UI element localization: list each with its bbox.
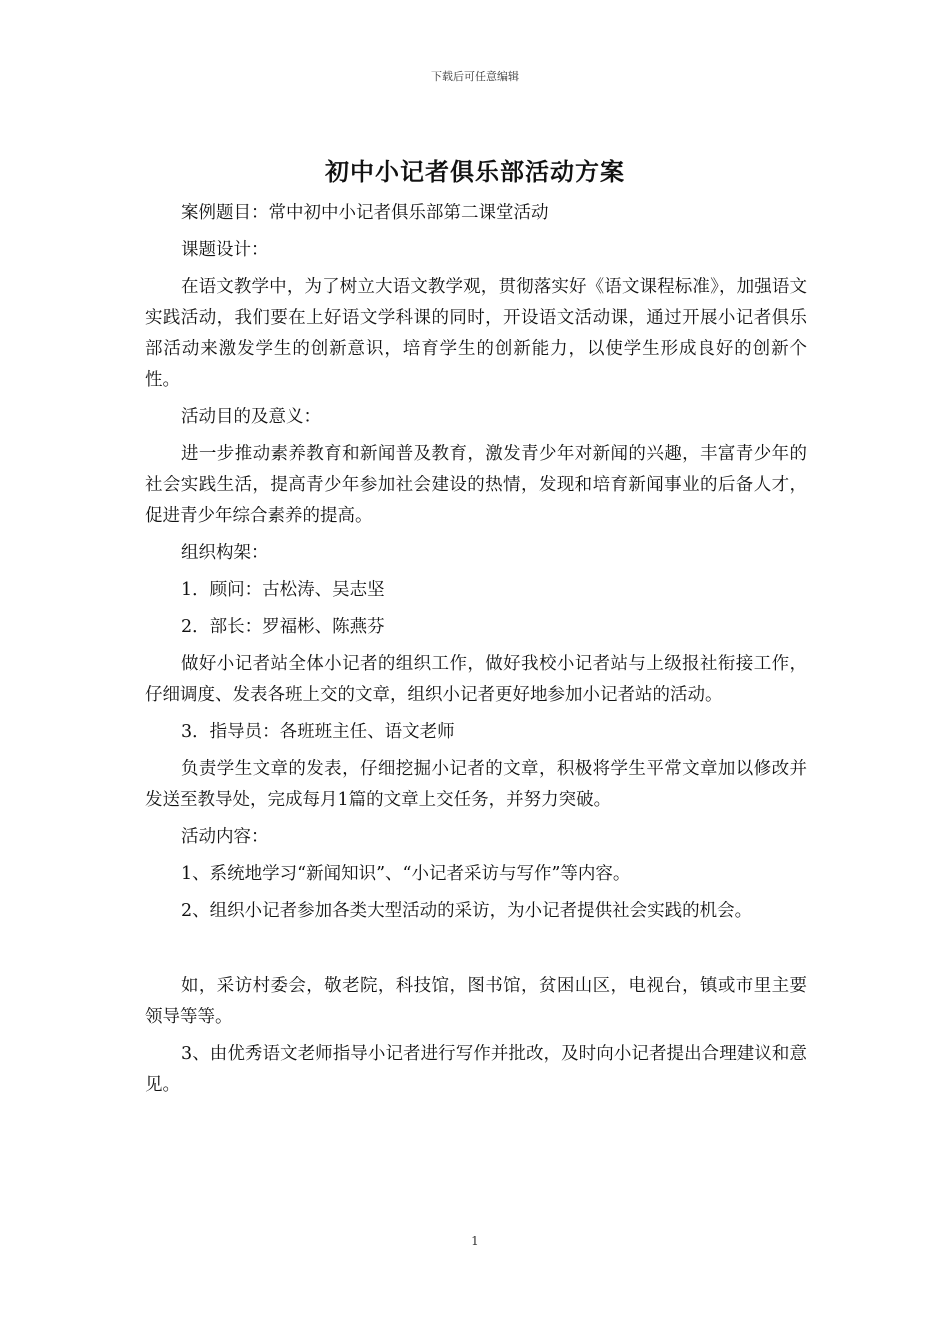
blank-line: [145, 933, 807, 971]
org-item-advisor: 1．顾问：古松涛、吴志坚: [181, 580, 385, 600]
page-number: 1: [471, 1234, 479, 1248]
content-item-2: 2、组织小记者参加各类大型活动的采访，为小记者提供社会实践的机会。: [181, 901, 753, 921]
document-body: [145, 198, 807, 1107]
org-item-minister: 2．部长：罗福彬、陈燕芬: [181, 617, 385, 637]
section-heading-organization: 组织构架：: [181, 543, 269, 563]
section-heading-content: 活动内容：: [181, 827, 269, 847]
content-item-3: 3、由优秀语文老师指导小记者进行写作并批改，及时向小记者提出合理建议和意见。: [145, 1044, 807, 1095]
content-item-1: 1、系统地学习“新闻知识”、“小记者采访与写作”等内容。: [181, 864, 631, 884]
section-heading-purpose: 活动目的及意义：: [181, 407, 321, 427]
instructor-duty-paragraph: 负责学生文章的发表，仔细挖掘小记者的文章，积极将学生平常文章加以修改并发送至教导处，完成每月1篇的文章上交任务，并努力突破。: [145, 759, 807, 810]
section-heading-design: 课题设计：: [181, 240, 269, 260]
content-example-paragraph: 如，采访村委会，敬老院，科技馆，图书馆，贫困山区，电视台，镇或市里主要领导等等。: [145, 976, 807, 1027]
minister-duty-paragraph: 做好小记者站全体小记者的组织工作，做好我校小记者站与上级报社衔接工作，仔细调度、发表各班上交的文章，组织小记者更好地参加小记者站的活动。: [145, 654, 807, 705]
org-item-instructor: 3．指导员：各班班主任、语文老师: [181, 722, 455, 742]
purpose-paragraph: 进一步推动素养教育和新闻普及教育，激发青少年对新闻的兴趣，丰富青少年的社会实践生活，提高青少年参加社会建设的热情，发现和培育新闻事业的后备人才，促进青少年综合素养的提高。: [145, 444, 807, 526]
document-title: 初中小记者俱乐部活动方案: [325, 157, 625, 186]
page-header-note: 下载后可任意编辑: [431, 70, 519, 83]
case-title-paragraph: 案例题目：常中初中小记者俱乐部第二课堂活动: [181, 203, 549, 223]
design-paragraph: 在语文教学中，为了树立大语文教学观，贯彻落实好《语文课程标准》，加强语文实践活动，我们要在上好语文学科课的同时，开设语文活动课，通过开展小记者俱乐部活动来激发学生的创新意识，培育学生的创新能力，以使学生形成良好的创新个性。: [145, 277, 807, 390]
